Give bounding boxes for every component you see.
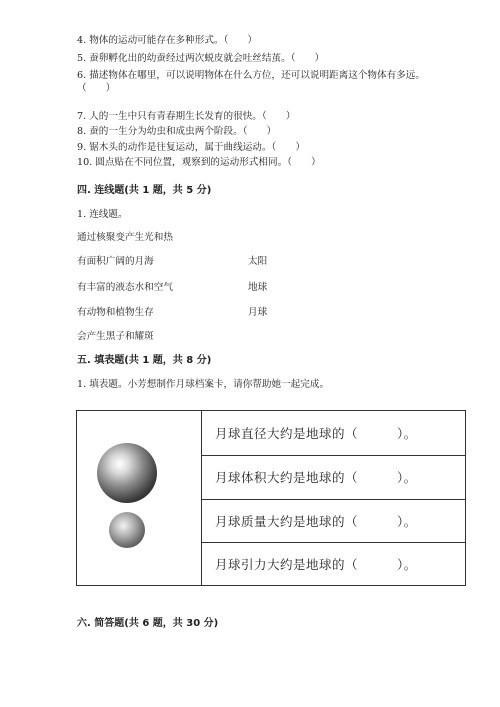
match-left-item: 有动物和植物生存 xyxy=(77,307,154,318)
match-left-item: 有丰富的液态水和空气 xyxy=(77,282,173,293)
match-left-item: 有面积广阔的月海 xyxy=(77,256,154,267)
match-right-item: 地球 xyxy=(248,282,268,293)
moon-profile-table xyxy=(76,410,466,586)
tf-item-10: 10. 圆点贴在不同位置，观察到的运动形式相同。（ ） xyxy=(77,157,321,168)
tf-item-6: 6. 描述物体在哪里，可以说明物体在什么方位，还可以说明距离这个物体有多远。（ ） xyxy=(77,70,425,94)
section-5-question: 1. 填表题。小芳想制作月球档案卡，请你帮助她一起完成。 xyxy=(77,379,330,390)
moon-image xyxy=(109,512,145,548)
tf-item-8: 8. 蚕的一生分为幼虫和成虫两个阶段。（ ） xyxy=(77,126,277,137)
section-4-title: 四. 连线题(共 1 题，共 5 分) xyxy=(77,185,212,196)
tf-item-4: 4. 物体的运动可能存在多种形式。（ ） xyxy=(77,35,258,46)
section-4-question: 1. 连线题。 xyxy=(77,209,128,220)
earth-image xyxy=(97,443,157,503)
match-right-item: 月球 xyxy=(248,307,268,318)
table-row: 月球质量大约是地球的（ ）。 xyxy=(215,514,417,529)
tf-item-9: 9. 锯木头的动作是往复运动，属于曲线运动。（ ） xyxy=(77,142,306,153)
tf-item-5: 5. 蚕卵孵化出的幼蚕经过两次蜕皮就会吐丝结茧。（ ） xyxy=(77,53,325,64)
table-row: 月球体积大约是地球的（ ）。 xyxy=(215,470,417,485)
tf-item-7: 7. 人的一生中只有青春期生长发育的很快。（ ） xyxy=(77,111,296,122)
section-5-title: 五. 填表题(共 1 题，共 8 分) xyxy=(77,355,212,366)
table-row: 月球引力大约是地球的（ ）。 xyxy=(215,557,417,572)
match-left-item: 会产生黑子和耀斑 xyxy=(77,331,154,342)
table-row: 月球直径大约是地球的（ ）。 xyxy=(215,426,417,441)
section-6-title: 六. 简答题(共 6 题，共 30 分) xyxy=(77,618,219,629)
match-left-item: 通过核聚变产生光和热 xyxy=(77,232,173,243)
match-right-item: 太阳 xyxy=(248,256,268,267)
